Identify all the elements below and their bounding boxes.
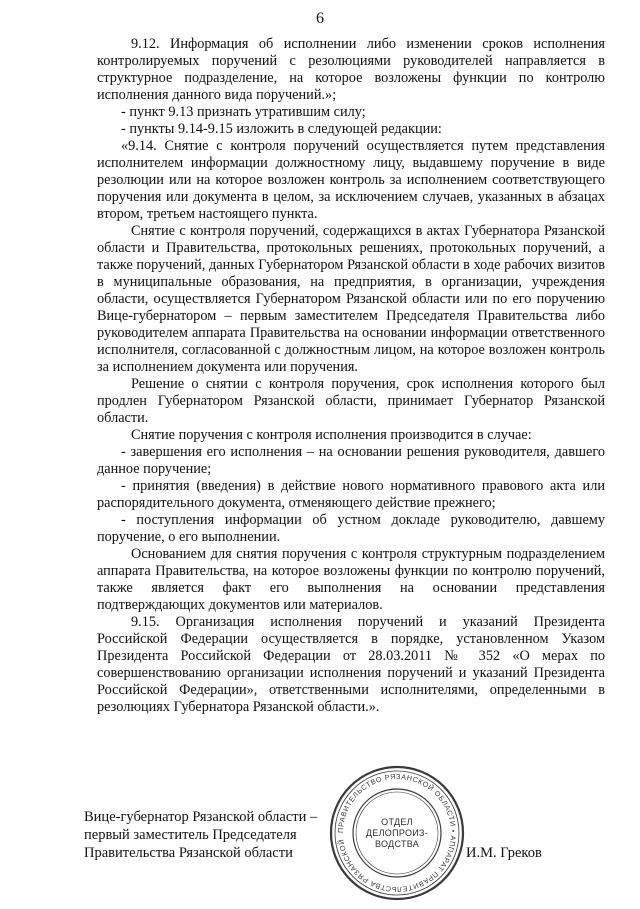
stamp-line-2: ДЕЛОПРОИЗ- — [365, 827, 429, 838]
stamp-center-text — [326, 762, 468, 904]
list-paragraph: - принятия (введения) в действие нового нормативного правового акта или распорядительного документа, отменяющего действие прежнего; — [97, 478, 605, 511]
signature-title-line-1: Вице-губернатор Рязанской области – — [84, 809, 318, 825]
signature-title-line-2: первый заместитель Председателя — [84, 827, 297, 843]
document-body — [97, 36, 605, 716]
stamp-ring-text: ПРАВИТЕЛЬСТВО РЯЗАНСКОЙ ОБЛАСТИ • АППАРАТ ПРАВИТЕЛЬСТВА РЯЗАНСКОЙ — [335, 771, 459, 895]
official-stamp — [326, 762, 468, 904]
list-paragraph: - пункты 9.14-9.15 изложить в следующей редакции: — [121, 121, 442, 137]
paragraph: 9.15. Организация исполнения поручений и указаний Президента Российской Федерации осуществляется в порядке, установленном Указом Президента Российской Федерации от 28.03.2011 № 352 «О мерах по совершенствованию организации исполнения поручений и указаний Президента Российской Федерации», ответственными исполнителями, определенными в резолюциях Губернатора Рязанской области.». — [97, 614, 605, 715]
page-number: 6 — [316, 10, 324, 27]
paragraph: 9.12. Информация об исполнении либо изменении сроков исполнения контролируемых поручений с резолюциями руководителей направляется в структурное подразделение, на которое возложены функции по контролю исполнения данного вида поручений.»; — [97, 36, 605, 103]
stamp-line-3: ВОДСТВА — [374, 838, 420, 849]
list-paragraph: - пункт 9.13 признать утратившим силу; — [121, 104, 366, 120]
paragraph: Снятие с контроля поручений, содержащихся в актах Губернатора Рязанской области и Правительства, протокольных решениях, протокольных поручений, а также поручений, данных Губернатором Рязанской области в ходе рабочих визитов в муниципальные образования, на предприятия, в организации, учреждения области, осуществляется Губернатором Рязанской области или по его поручению Вице-губернатором – первым заместителем Председателя Правительства либо руководителем аппарата Правительства на основании информации ответственного исполнителя, согласованной с должностным лицом, на которое возложен контроль за исполнением документа или поручения. — [97, 223, 605, 375]
signatory-name: И.М. Греков — [466, 845, 542, 861]
list-paragraph: - поступления информации об устном докладе руководителю, давшему поручение, о его выполнении. — [97, 512, 605, 545]
signature-title-block — [84, 808, 317, 862]
stamp-line-1: ОТДЕЛ — [381, 816, 413, 827]
paragraph: Основанием для снятия поручения с контроля структурным подразделением аппарата Правительства, на которое возложены функции по контролю поручений, также является факт его выполнения на основании представления подтверждающих документов или материалов. — [97, 546, 605, 613]
signature-title-line-3: Правительства Рязанской области — [84, 845, 293, 861]
list-paragraph: «9.14. Снятие с контроля поручений осуществляется путем представления исполнителем информации должностному лицу, выдавшему поручение в виде резолюции или на которое возложен контроль за исполнением соответствующего поручения или документа в целом, за исключением случаев, указанных в абзацах втором, третьем настоящего пункта. — [97, 138, 605, 222]
paragraph: Снятие поручения с контроля исполнения производится в случае: — [131, 427, 532, 443]
paragraph: Решение о снятии с контроля поручения, срок исполнения которого был продлен Губернатором Рязанской области, принимает Губернатор Рязанской области. — [97, 376, 605, 426]
list-paragraph: - завершения его исполнения – на основании решения руководителя, давшего данное поручение; — [97, 444, 605, 477]
